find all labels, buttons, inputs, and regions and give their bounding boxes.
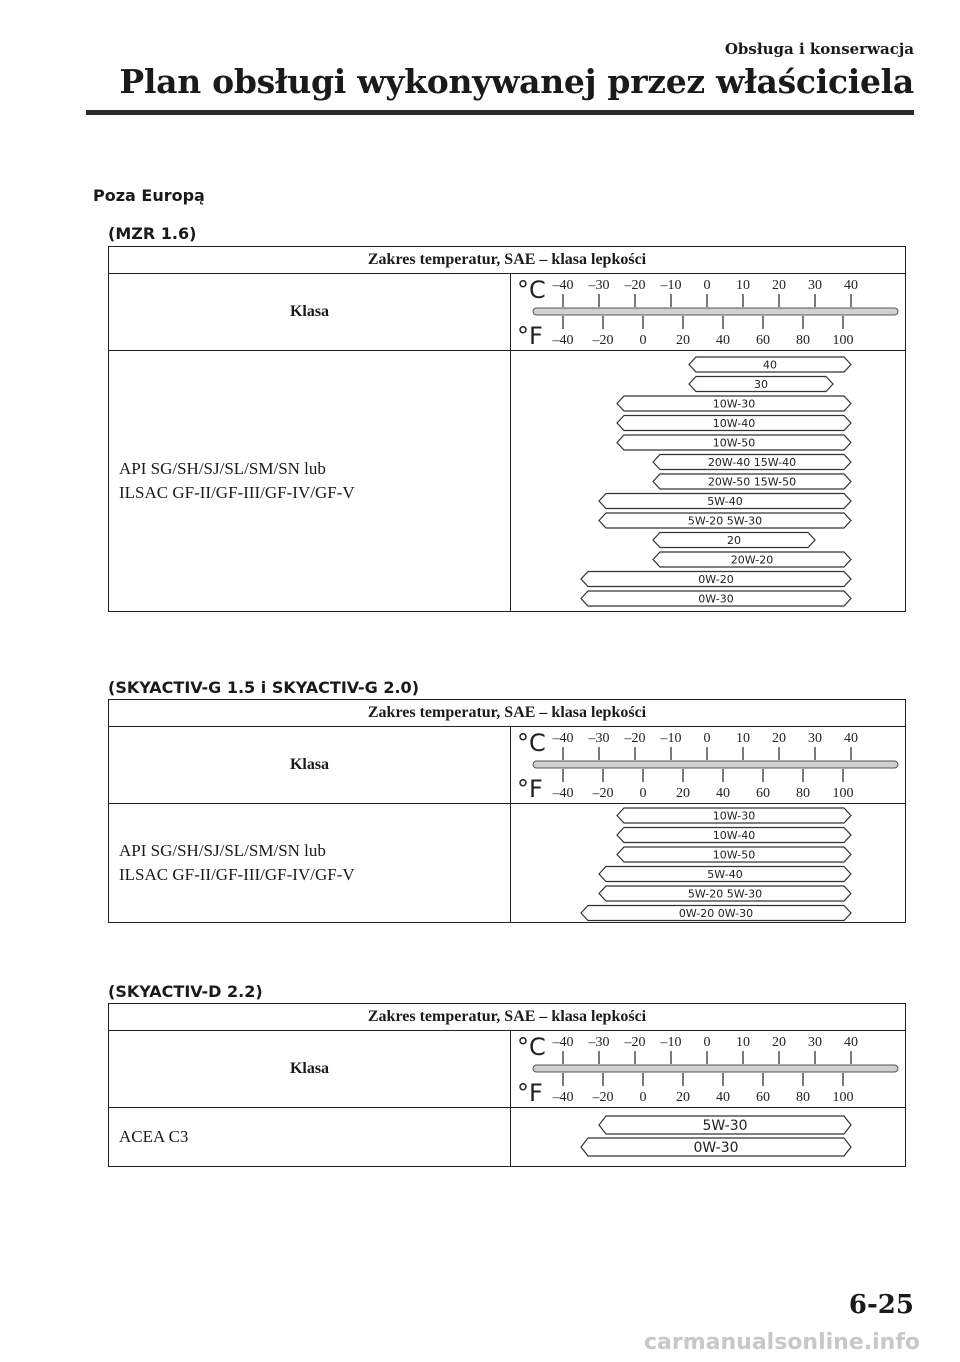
temperature-axis xyxy=(511,727,906,804)
oil-spec xyxy=(109,804,511,923)
viscosity-bar-label: 30 xyxy=(754,378,768,391)
axis-svg xyxy=(511,727,906,803)
viscosity-bar-label: 40 xyxy=(763,358,777,372)
scale-bar xyxy=(533,308,898,315)
engine-title-mzr: (MZR 1.6) xyxy=(108,224,197,243)
fahrenheit-tick-label: 20 xyxy=(676,786,690,801)
celsius-tick-label: –30 xyxy=(588,731,610,746)
viscosity-bar-label: 5W-40 xyxy=(707,868,743,881)
celsius-tick-label: 10 xyxy=(736,1035,750,1050)
viscosity-bar-label: 5W-20 5W-30 xyxy=(687,514,763,528)
fahrenheit-tick-label: 80 xyxy=(796,1090,810,1105)
bars-svg xyxy=(511,1108,906,1166)
celsius-unit: °C xyxy=(517,1033,546,1061)
viscosity-bar-label: 10W-50 xyxy=(712,848,756,862)
section-header: Obsługa i konserwacja xyxy=(724,40,914,58)
viscosity-bar-label: 10W-30 xyxy=(712,809,756,823)
region-title: Poza Europą xyxy=(93,186,205,205)
fahrenheit-tick-label: 80 xyxy=(796,786,810,801)
axis-svg xyxy=(511,274,906,350)
oil-table-skyactiv-d xyxy=(108,1003,906,1167)
celsius-tick-label: –20 xyxy=(624,1035,646,1050)
viscosity-bar-label: 0W-20 xyxy=(698,573,734,586)
fahrenheit-tick-label: 40 xyxy=(716,1090,730,1105)
viscosity-bar-label: 20W-50 15W-50 xyxy=(707,475,797,489)
fahrenheit-tick-label: –20 xyxy=(592,333,614,348)
celsius-tick-label: –20 xyxy=(624,278,646,293)
table-header: Zakres temperatur, SAE – klasa lepkości xyxy=(109,700,906,727)
klasa-label: Klasa xyxy=(109,727,511,804)
celsius-tick-label: 0 xyxy=(703,731,711,746)
fahrenheit-tick-label: 80 xyxy=(796,333,810,348)
bars-svg xyxy=(511,804,906,922)
fahrenheit-tick-label: 100 xyxy=(832,786,854,801)
celsius-tick-label: 0 xyxy=(703,1035,711,1050)
klasa-label: Klasa xyxy=(109,274,511,351)
axis-svg xyxy=(511,1031,906,1107)
celsius-tick-label: –40 xyxy=(552,1035,574,1050)
viscosity-bar-label: 20W-20 xyxy=(730,553,774,567)
viscosity-bar-label: 10W-50 xyxy=(712,436,756,450)
fahrenheit-tick-label: –20 xyxy=(592,1090,614,1105)
header-divider xyxy=(86,110,914,115)
celsius-tick-label: 0 xyxy=(703,278,711,293)
fahrenheit-tick-label: 60 xyxy=(756,786,770,801)
fahrenheit-tick-label: 60 xyxy=(756,1090,770,1105)
fahrenheit-tick-label: 0 xyxy=(639,333,647,348)
fahrenheit-tick-label: 40 xyxy=(716,786,730,801)
fahrenheit-tick-label: –20 xyxy=(592,786,614,801)
celsius-tick-label: –10 xyxy=(660,731,682,746)
celsius-tick-label: 30 xyxy=(808,731,822,746)
fahrenheit-tick-label: 0 xyxy=(639,786,647,801)
oil-table-mzr xyxy=(108,246,906,612)
fahrenheit-tick-label: –40 xyxy=(552,1090,574,1105)
oil-spec-line: ILSAC GF-II/GF-III/GF-IV/GF-V xyxy=(119,865,355,884)
watermark: carmanualsonline.info xyxy=(644,1330,920,1355)
celsius-tick-label: –40 xyxy=(552,731,574,746)
viscosity-chart xyxy=(511,351,906,612)
celsius-unit: °C xyxy=(517,276,546,304)
celsius-tick-label: –20 xyxy=(624,731,646,746)
scale-bar xyxy=(533,1065,898,1072)
celsius-tick-label: 40 xyxy=(844,731,858,746)
viscosity-bar-label: 0W-30 xyxy=(698,592,734,606)
celsius-tick-label: 30 xyxy=(808,278,822,293)
celsius-tick-label: –30 xyxy=(588,1035,610,1050)
viscosity-chart xyxy=(511,1108,906,1167)
fahrenheit-tick-label: 100 xyxy=(832,333,854,348)
fahrenheit-tick-label: –40 xyxy=(552,333,574,348)
fahrenheit-unit: °F xyxy=(517,1079,543,1107)
scale-bar xyxy=(533,761,898,768)
engine-title-skyactiv-d: (SKYACTIV-D 2.2) xyxy=(108,982,263,1001)
fahrenheit-unit: °F xyxy=(517,322,543,350)
celsius-tick-label: 20 xyxy=(772,731,786,746)
celsius-tick-label: 40 xyxy=(844,278,858,293)
oil-spec xyxy=(109,351,511,612)
viscosity-bar-label: 20 xyxy=(727,534,741,547)
viscosity-bar-label: 10W-40 xyxy=(712,417,756,430)
celsius-tick-label: 30 xyxy=(808,1035,822,1050)
oil-spec-line: ILSAC GF-II/GF-III/GF-IV/GF-V xyxy=(119,483,355,502)
table-header: Zakres temperatur, SAE – klasa lepkości xyxy=(109,247,906,274)
temperature-axis xyxy=(511,1031,906,1108)
fahrenheit-tick-label: 40 xyxy=(716,333,730,348)
celsius-tick-label: 10 xyxy=(736,278,750,293)
viscosity-bar-label: 0W-30 xyxy=(693,1140,739,1156)
oil-spec xyxy=(109,1108,511,1167)
viscosity-bar-label: 5W-20 5W-30 xyxy=(687,887,763,901)
fahrenheit-tick-label: –40 xyxy=(552,786,574,801)
celsius-tick-label: 20 xyxy=(772,1035,786,1050)
celsius-tick-label: –10 xyxy=(660,1035,682,1050)
oil-spec-line: API SG/SH/SJ/SL/SM/SN lub xyxy=(119,841,326,860)
temperature-axis xyxy=(511,274,906,351)
bars-svg xyxy=(511,351,906,611)
oil-spec-line: API SG/SH/SJ/SL/SM/SN lub xyxy=(119,459,326,478)
table-header: Zakres temperatur, SAE – klasa lepkości xyxy=(109,1004,906,1031)
klasa-label: Klasa xyxy=(109,1031,511,1108)
page-number: 6-25 xyxy=(848,1290,914,1320)
fahrenheit-tick-label: 60 xyxy=(756,333,770,348)
viscosity-bar-label: 10W-40 xyxy=(712,829,756,842)
viscosity-bar-label: 5W-40 xyxy=(707,495,743,508)
viscosity-chart xyxy=(511,804,906,923)
fahrenheit-tick-label: 0 xyxy=(639,1090,647,1105)
celsius-tick-label: 10 xyxy=(736,731,750,746)
celsius-tick-label: 20 xyxy=(772,278,786,293)
celsius-tick-label: –10 xyxy=(660,278,682,293)
viscosity-bar-label: 10W-30 xyxy=(712,397,756,411)
celsius-tick-label: –30 xyxy=(588,278,610,293)
celsius-tick-label: 40 xyxy=(844,1035,858,1050)
fahrenheit-tick-label: 100 xyxy=(832,1090,854,1105)
fahrenheit-tick-label: 20 xyxy=(676,1090,690,1105)
engine-title-skyactiv-g: (SKYACTIV-G 1.5 i SKYACTIV-G 2.0) xyxy=(108,678,419,697)
page-title: Plan obsługi wykonywanej przez właściciela xyxy=(119,62,914,101)
fahrenheit-unit: °F xyxy=(517,775,543,803)
celsius-unit: °C xyxy=(517,729,546,757)
viscosity-bar-label: 5W-30 xyxy=(702,1118,748,1134)
celsius-tick-label: –40 xyxy=(552,278,574,293)
viscosity-bar-label: 0W-20 0W-30 xyxy=(678,907,754,920)
viscosity-bar-label: 20W-40 15W-40 xyxy=(707,456,797,469)
fahrenheit-tick-label: 20 xyxy=(676,333,690,348)
oil-spec-line: ACEA C3 xyxy=(119,1127,189,1146)
oil-table-skyactiv-g xyxy=(108,699,906,923)
